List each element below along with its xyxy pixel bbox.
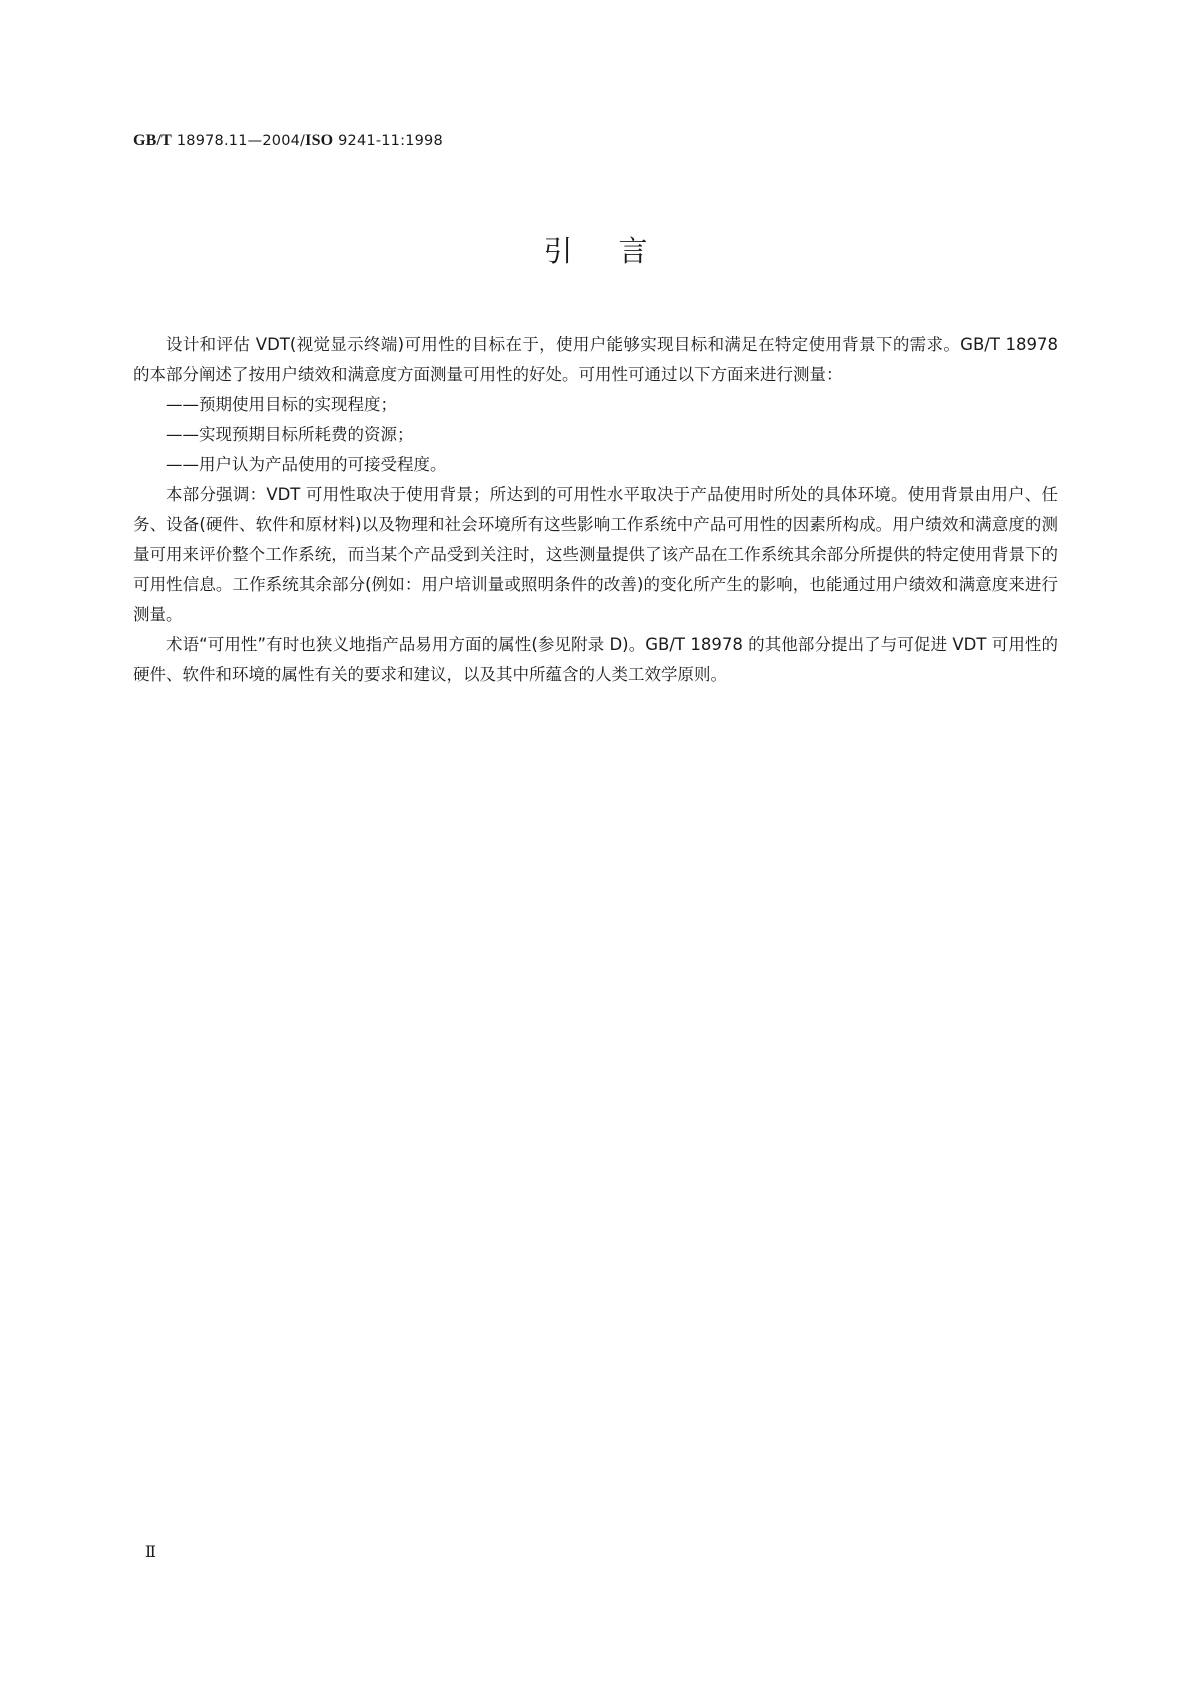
page-number: Ⅱ: [145, 1544, 156, 1561]
standard-gb-prefix: GB/T: [133, 132, 173, 149]
paragraph-intro: 设计和评估 VDT(视觉显示终端)可用性的目标在于，使用户能够实现目标和满足在特定使用背景下的需求。GB/T 18978 的本部分阐述了按用户绩效和满意度方面测量可用性的好处。可用性可通过以下方面来进行测量：: [133, 335, 1058, 384]
standard-iso-prefix: ISO: [305, 132, 334, 149]
page-title: 引言: [543, 234, 694, 268]
standard-iso-number: 9241-11:1998: [333, 133, 443, 149]
standard-header: [133, 131, 443, 150]
document-body: [133, 330, 1058, 690]
list-item: ——预期使用目标的实现程度；: [166, 395, 397, 414]
list-item: ——实现预期目标所耗费的资源；: [166, 425, 414, 444]
paragraph-context: 本部分强调：VDT 可用性取决于使用背景；所达到的可用性水平取决于产品使用时所处的具体环境。使用背景由用户、任务、设备(硬件、软件和原材料)以及物理和社会环境所有这些影响工作系统中产品可用性的因素所构成。用户绩效和满意度的测量可用来评价整个工作系统，而当某个产品受到关注时，这些测量提供了该产品在工作系统其余部分所提供的特定使用背景下的可用性信息。工作系统其余部分(例如：用户培训量或照明条件的改善)的变化所产生的影响，也能通过用户绩效和满意度来进行测量。: [133, 485, 1058, 624]
standard-gb-number: 18978.11—2004/: [172, 133, 306, 149]
paragraph-terminology: 术语“可用性”有时也狭义地指产品易用方面的属性(参见附录 D)。GB/T 18978 的其他部分提出了与可促进 VDT 可用性的硬件、软件和环境的属性有关的要求和建议，以及其中所蕴含的人类工效学原则。: [133, 635, 1058, 684]
list-item: ——用户认为产品使用的可接受程度。: [166, 455, 447, 474]
